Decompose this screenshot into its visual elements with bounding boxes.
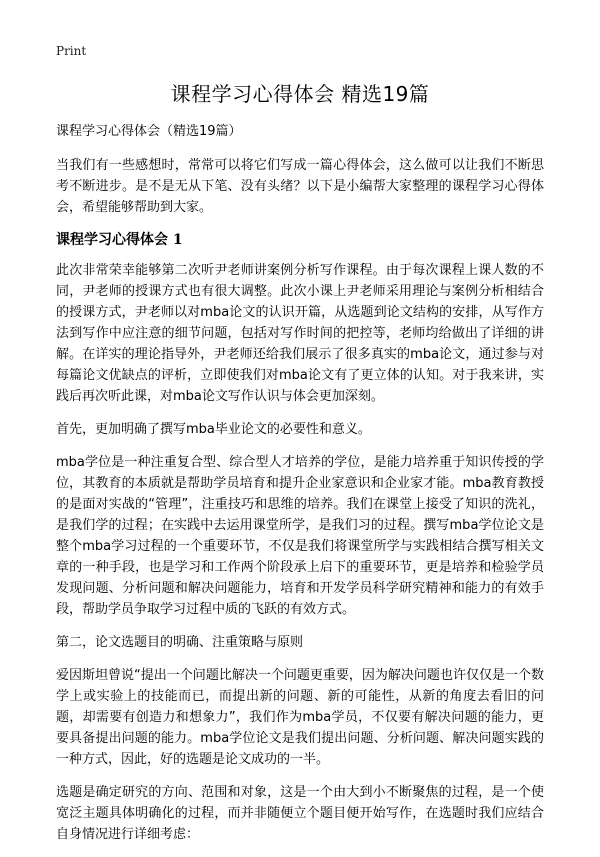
- body-paragraph: 此次非常荣幸能够第二次听尹老师讲案例分析写作课程。由于每次课程上课人数的不同，尹老师的授课方式也有很大调整。此次小课上尹老师采用理论与案例分析相结合的授课方式，尹老师以对mba论文的认识开篇，从选题到论文结构的安排，从写作方法到写作中应注意的细节问题，包括对写作时间的把控等，老师均给做出了详细的讲解。在详实的理论指导外，尹老师还给我们展示了很多真实的mba论文，通过参与对每篇论文优缺点的评析，立即使我们对mba论文有了更立体的认知。对于我来讲，实践后再次听此课，对mba论文写作认识与体会更加深刻。: [56, 263, 544, 404]
- document-title: 课程学习心得体会 精选19篇: [170, 82, 430, 106]
- document-subtitle: 课程学习心得体会（精选19篇）: [56, 124, 242, 139]
- body-paragraph: 第二，论文选题目的明确、注重策略与原则: [56, 635, 304, 650]
- body-paragraph: mba学位是一种注重复合型、综合型人才培养的学位，是能力培养重于知识传授的学位，其教育的本质就是帮助学员培育和提升企业家意识和企业家才能。mba教育教授的是面对实战的“管理”，注重技巧和思维的培养。我们在课堂上接受了知识的洗礼，是我们学的过程；在实践中去运用课堂所学，是我们习的过程。撰写mba学位论文是整个mba学习过程的一个重要环节，不仅是我们将课堂所学与实践相结合撰写相关文章的一种手段，也是学习和工作两个阶段承上启下的重要环节，更是培养和检验学员发现问题、分析问题和解决问题能力，培育和开发学员科学研究精神和能力的有效手段，帮助学员争取学习过程中质的飞跃的有效方式。: [56, 455, 544, 617]
- print-link[interactable]: Print: [56, 44, 87, 58]
- body-paragraph: 爱因斯坦曾说“提出一个问题比解决一个问题更重要，因为解决问题也许仅仅是一个数学上或实验上的技能而已，而提出新的问题、新的可能性，从新的角度去看旧的问题，却需要有创造力和想象力”，我们作为mba学员，不仅要有解决问题的能力，更要具备提出问题的能力。mba学位论文是我们提出问题、分析问题、解决问题实践的一种方式，因此，好的选题是论文成功的一半。: [56, 668, 544, 767]
- document-body: [56, 121, 544, 857]
- body-paragraph: 选题是确定研究的方向、范围和对象，这是一个由大到小不断聚焦的过程，是一个使宽泛主题具体明确化的过程，而并非随便立个题目便开始写作，在选题时我们应结合自身情况进行详细考虑：: [56, 785, 544, 842]
- body-paragraph: 首先，更加明确了撰写mba毕业论文的必要性和意义。: [56, 422, 371, 437]
- intro-paragraph: 当我们有一些感想时，常常可以将它们写成一篇心得体会，这么做可以让我们不断思考不断进步。是不是无从下笔、没有头绪？以下是小编帮大家整理的课程学习心得体会，希望能够帮助到大家。: [56, 158, 544, 215]
- section-heading: 课程学习心得体会 1: [56, 232, 183, 248]
